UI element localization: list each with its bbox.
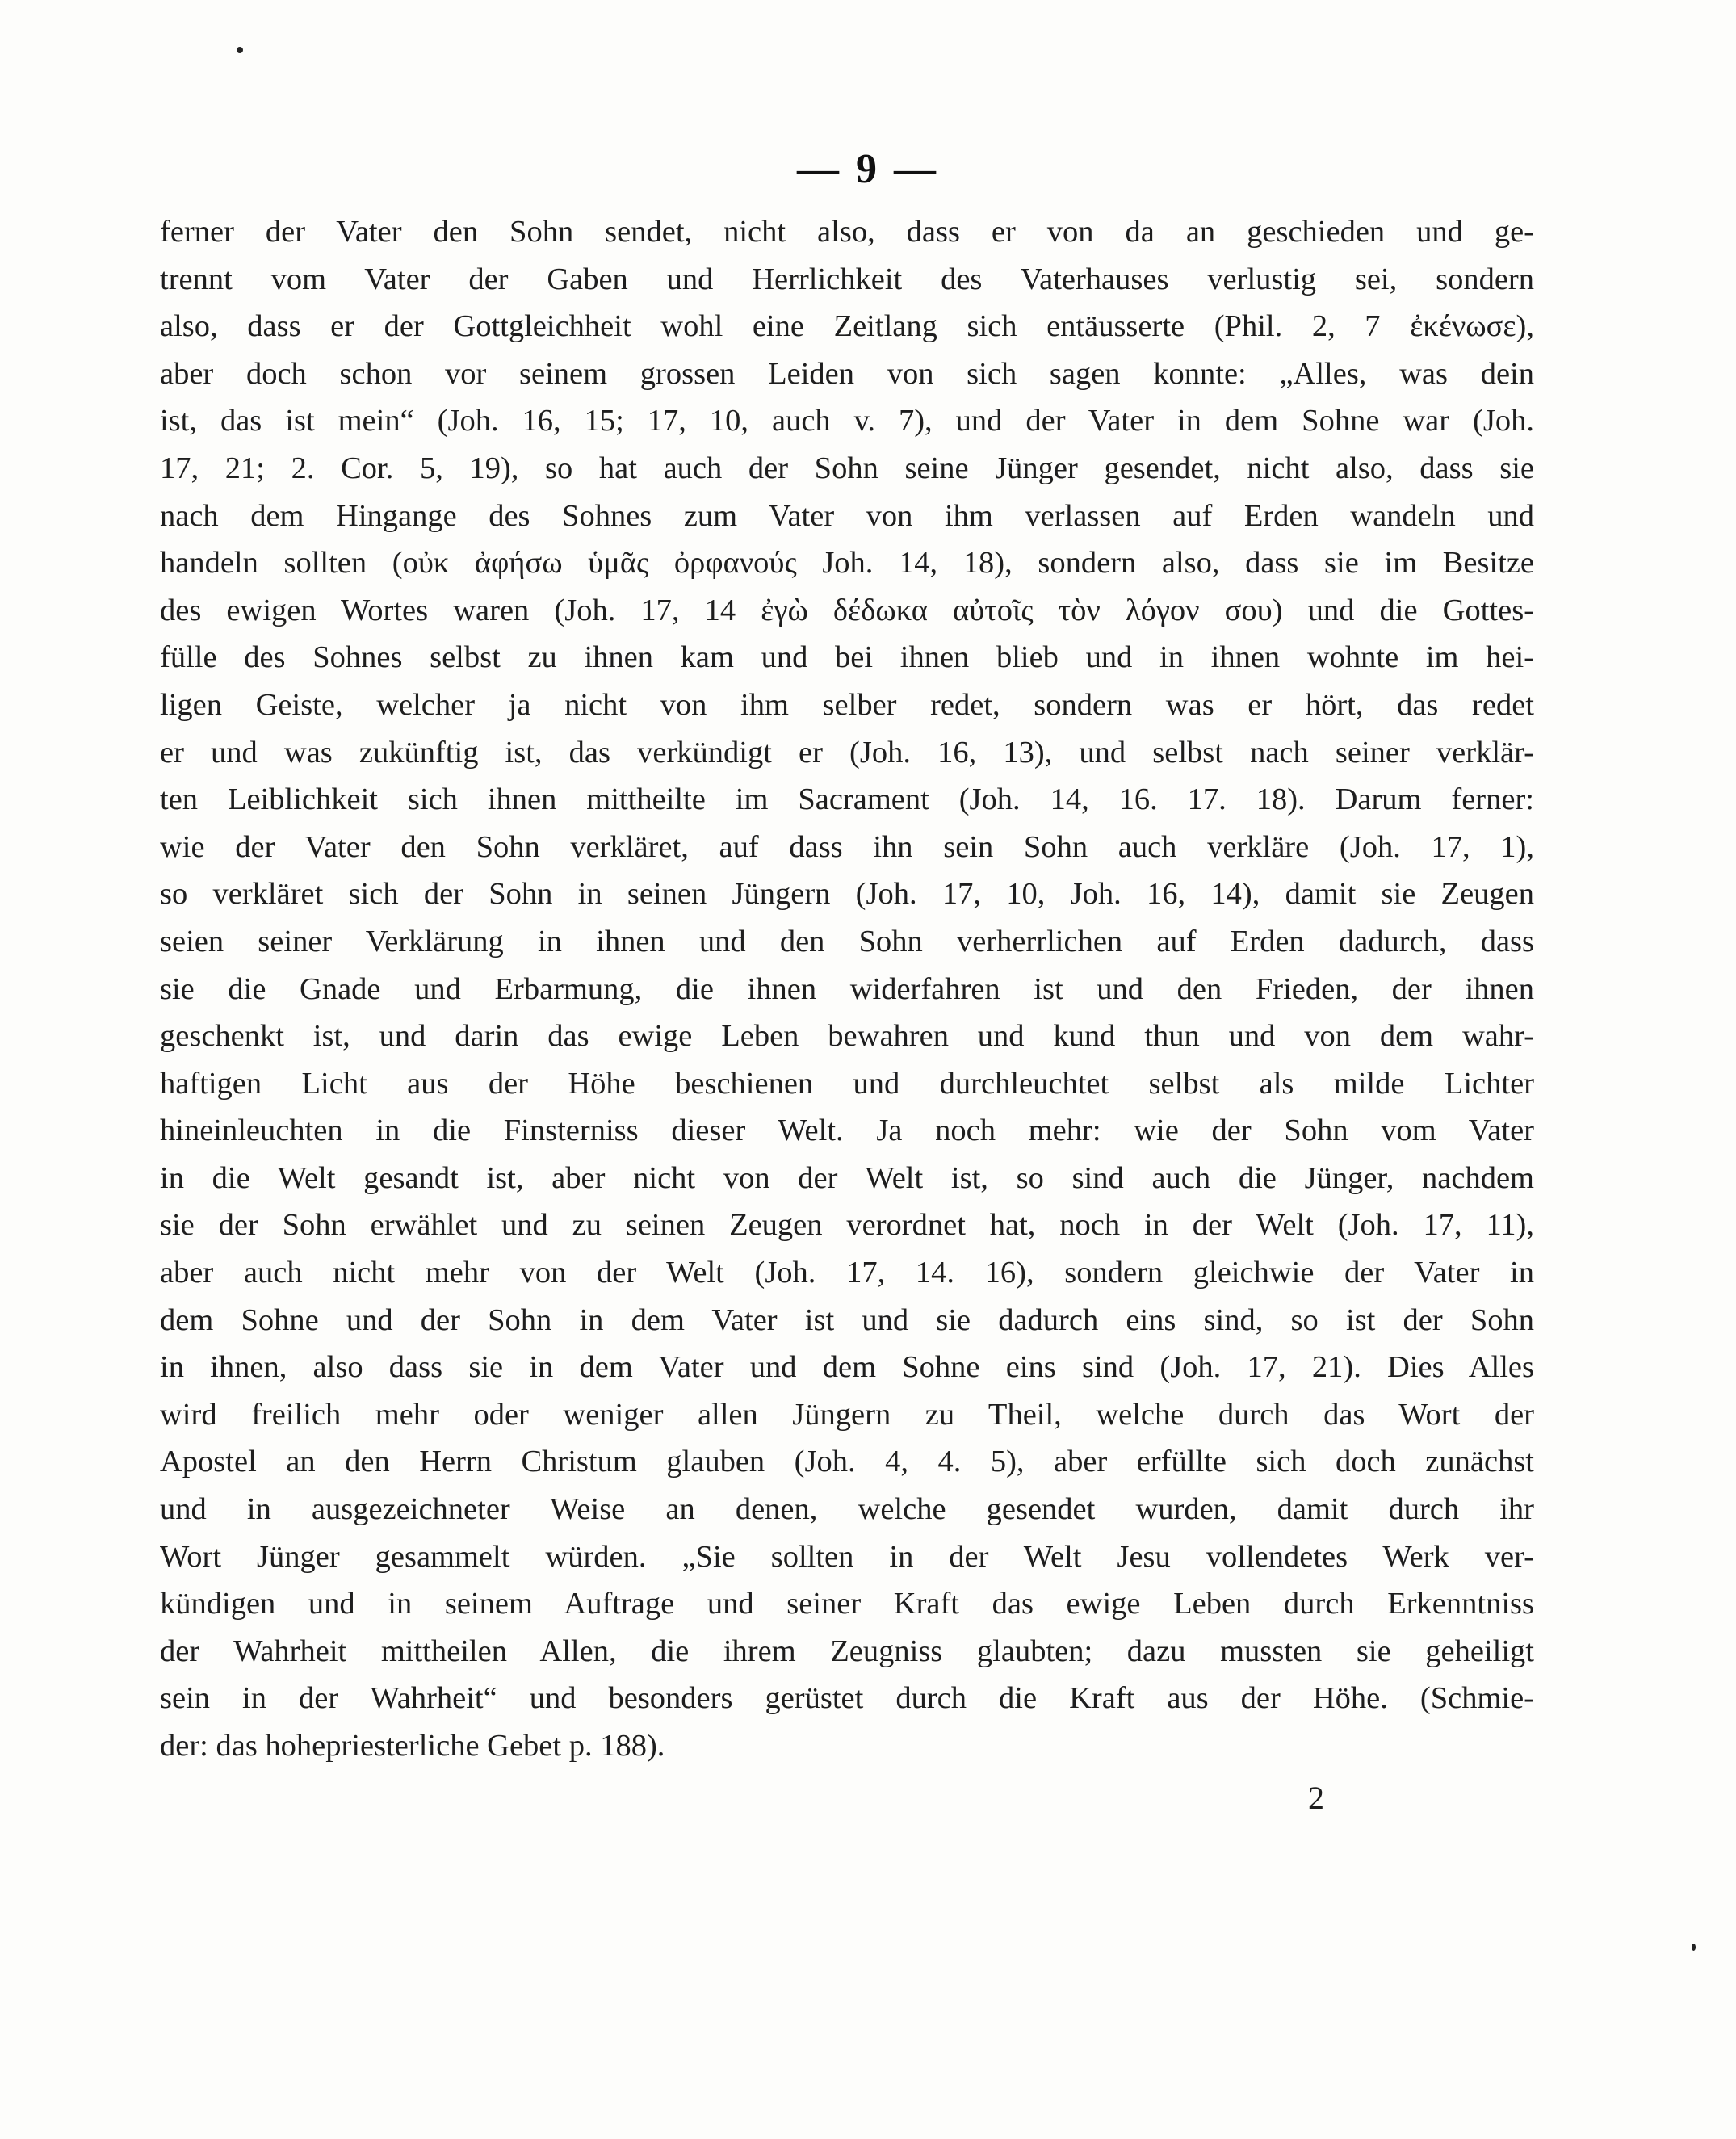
text-line: kündigen und in seinem Auftrage und seiner Kraft das ewige Leben durch Erkenntniss [160, 1587, 1534, 1621]
text-line: fülle des Sohnes selbst zu ihnen kam und bei ihnen blieb und in ihnen wohnte im hei- [160, 640, 1534, 675]
text-line: handeln sollten (οὐκ ἀφήσω ὑμᾶς ὀρφανούς Joh. 14, 18), sondern also, dass sie im Besitze [160, 546, 1534, 581]
text-line: sein in der Wahrheit“ und besonders gerüstet durch die Kraft aus der Höhe. (Schmie- [160, 1681, 1534, 1716]
ink-speck [237, 47, 243, 53]
text-line: dem Sohne und der Sohn in dem Vater ist und sie dadurch eins sind, so ist der Sohn [160, 1302, 1534, 1337]
text-line: sie die Gnade und Erbarmung, die ihnen widerfahren ist und den Frieden, der ihnen [160, 971, 1534, 1006]
text-line: er und was zukünftig ist, das verkündigt er (Joh. 16, 13), und selbst nach seiner verklär- [160, 735, 1534, 770]
text-line: so verkläret sich der Sohn in seinen Jüngern (Joh. 17, 10, Joh. 16, 14), damit sie Zeugen [160, 877, 1534, 912]
text-line: der: das hohepriesterliche Gebet p. 188). [160, 1729, 665, 1763]
text-line: sie der Sohn erwählet und zu seinen Zeugen verordnet hat, noch in der Welt (Joh. 17, 11), [160, 1208, 1534, 1243]
ink-speck [1692, 1944, 1696, 1951]
text-line: also, dass er der Gottgleichheit wohl eine Zeitlang sich entäusserte (Phil. 2, 7 ἐκένωσε), [160, 309, 1534, 344]
text-line: Wort Jünger gesammelt würden. „Sie sollten in der Welt Jesu vollendetes Werk ver- [160, 1539, 1534, 1574]
text-line: ligen Geiste, welcher ja nicht von ihm selber redet, sondern was er hört, das redet [160, 687, 1534, 722]
text-line: ten Leiblichkeit sich ihnen mittheilte im Sacrament (Joh. 14, 16. 17. 18). Darum ferner: [160, 782, 1534, 817]
text-line: haftigen Licht aus der Höhe beschienen und durchleuchtet selbst als milde Lichter [160, 1066, 1534, 1101]
text-line: trennt vom Vater der Gaben und Herrlichkeit des Vaterhauses verlustig sei, sondern [160, 262, 1534, 296]
text-line: aber auch nicht mehr von der Welt (Joh. 17, 14. 16), sondern gleichwie der Vater in [160, 1256, 1534, 1290]
body-text [160, 208, 1534, 1770]
text-line: Apostel an den Herrn Christum glauben (Joh. 4, 4. 5), aber erfüllte sich doch zunächst [160, 1445, 1534, 1479]
text-line: 17, 21; 2. Cor. 5, 19), so hat auch der Sohn seine Jünger gesendet, nicht also, dass sie [160, 451, 1534, 485]
text-line: seien seiner Verklärung in ihnen und den Sohn verherrlichen auf Erden dadurch, dass [160, 924, 1534, 958]
text-line: ferner der Vater den Sohn sendet, nicht also, dass er von da an geschieden und ge- [160, 215, 1534, 249]
text-line: ist, das ist mein“ (Joh. 16, 15; 17, 10, auch v. 7), und der Vater in dem Sohne war (Joh. [160, 404, 1534, 438]
signature-mark: 2 [1308, 1780, 1324, 1816]
text-line: in die Welt gesandt ist, aber nicht von der Welt ist, so sind auch die Jünger, nachdem [160, 1160, 1534, 1195]
text-line: geschenkt ist, und darin das ewige Leben bewahren und kund thun und von dem wahr- [160, 1019, 1534, 1054]
text-line: der Wahrheit mittheilen Allen, die ihrem Zeugniss glaubten; dazu mussten sie geheiligt [160, 1634, 1534, 1668]
text-line: wird freilich mehr oder weniger allen Jüngern zu Theil, welche durch das Wort der [160, 1397, 1534, 1432]
text-line: des ewigen Wortes waren (Joh. 17, 14 ἐγὼ δέδωκα αὐτοῖς τὸν λόγον σου) und die Gottes- [160, 593, 1534, 627]
text-line: aber doch schon vor seinem grossen Leiden von sich sagen konnte: „Alles, was dein [160, 356, 1534, 391]
page-number: — 9 — [797, 146, 939, 192]
text-line: nach dem Hingange des Sohnes zum Vater von ihm verlassen auf Erden wandeln und [160, 498, 1534, 533]
text-line: und in ausgezeichneter Weise an denen, welche gesendet wurden, damit durch ihr [160, 1492, 1534, 1527]
text-line: hineinleuchten in die Finsterniss dieser Welt. Ja noch mehr: wie der Sohn vom Vater [160, 1114, 1534, 1148]
text-line: wie der Vater den Sohn verkläret, auf dass ihn sein Sohn auch verkläre (Joh. 17, 1), [160, 829, 1534, 864]
text-line: in ihnen, also dass sie in dem Vater und dem Sohne eins sind (Joh. 17, 21). Dies Alles [160, 1350, 1534, 1385]
